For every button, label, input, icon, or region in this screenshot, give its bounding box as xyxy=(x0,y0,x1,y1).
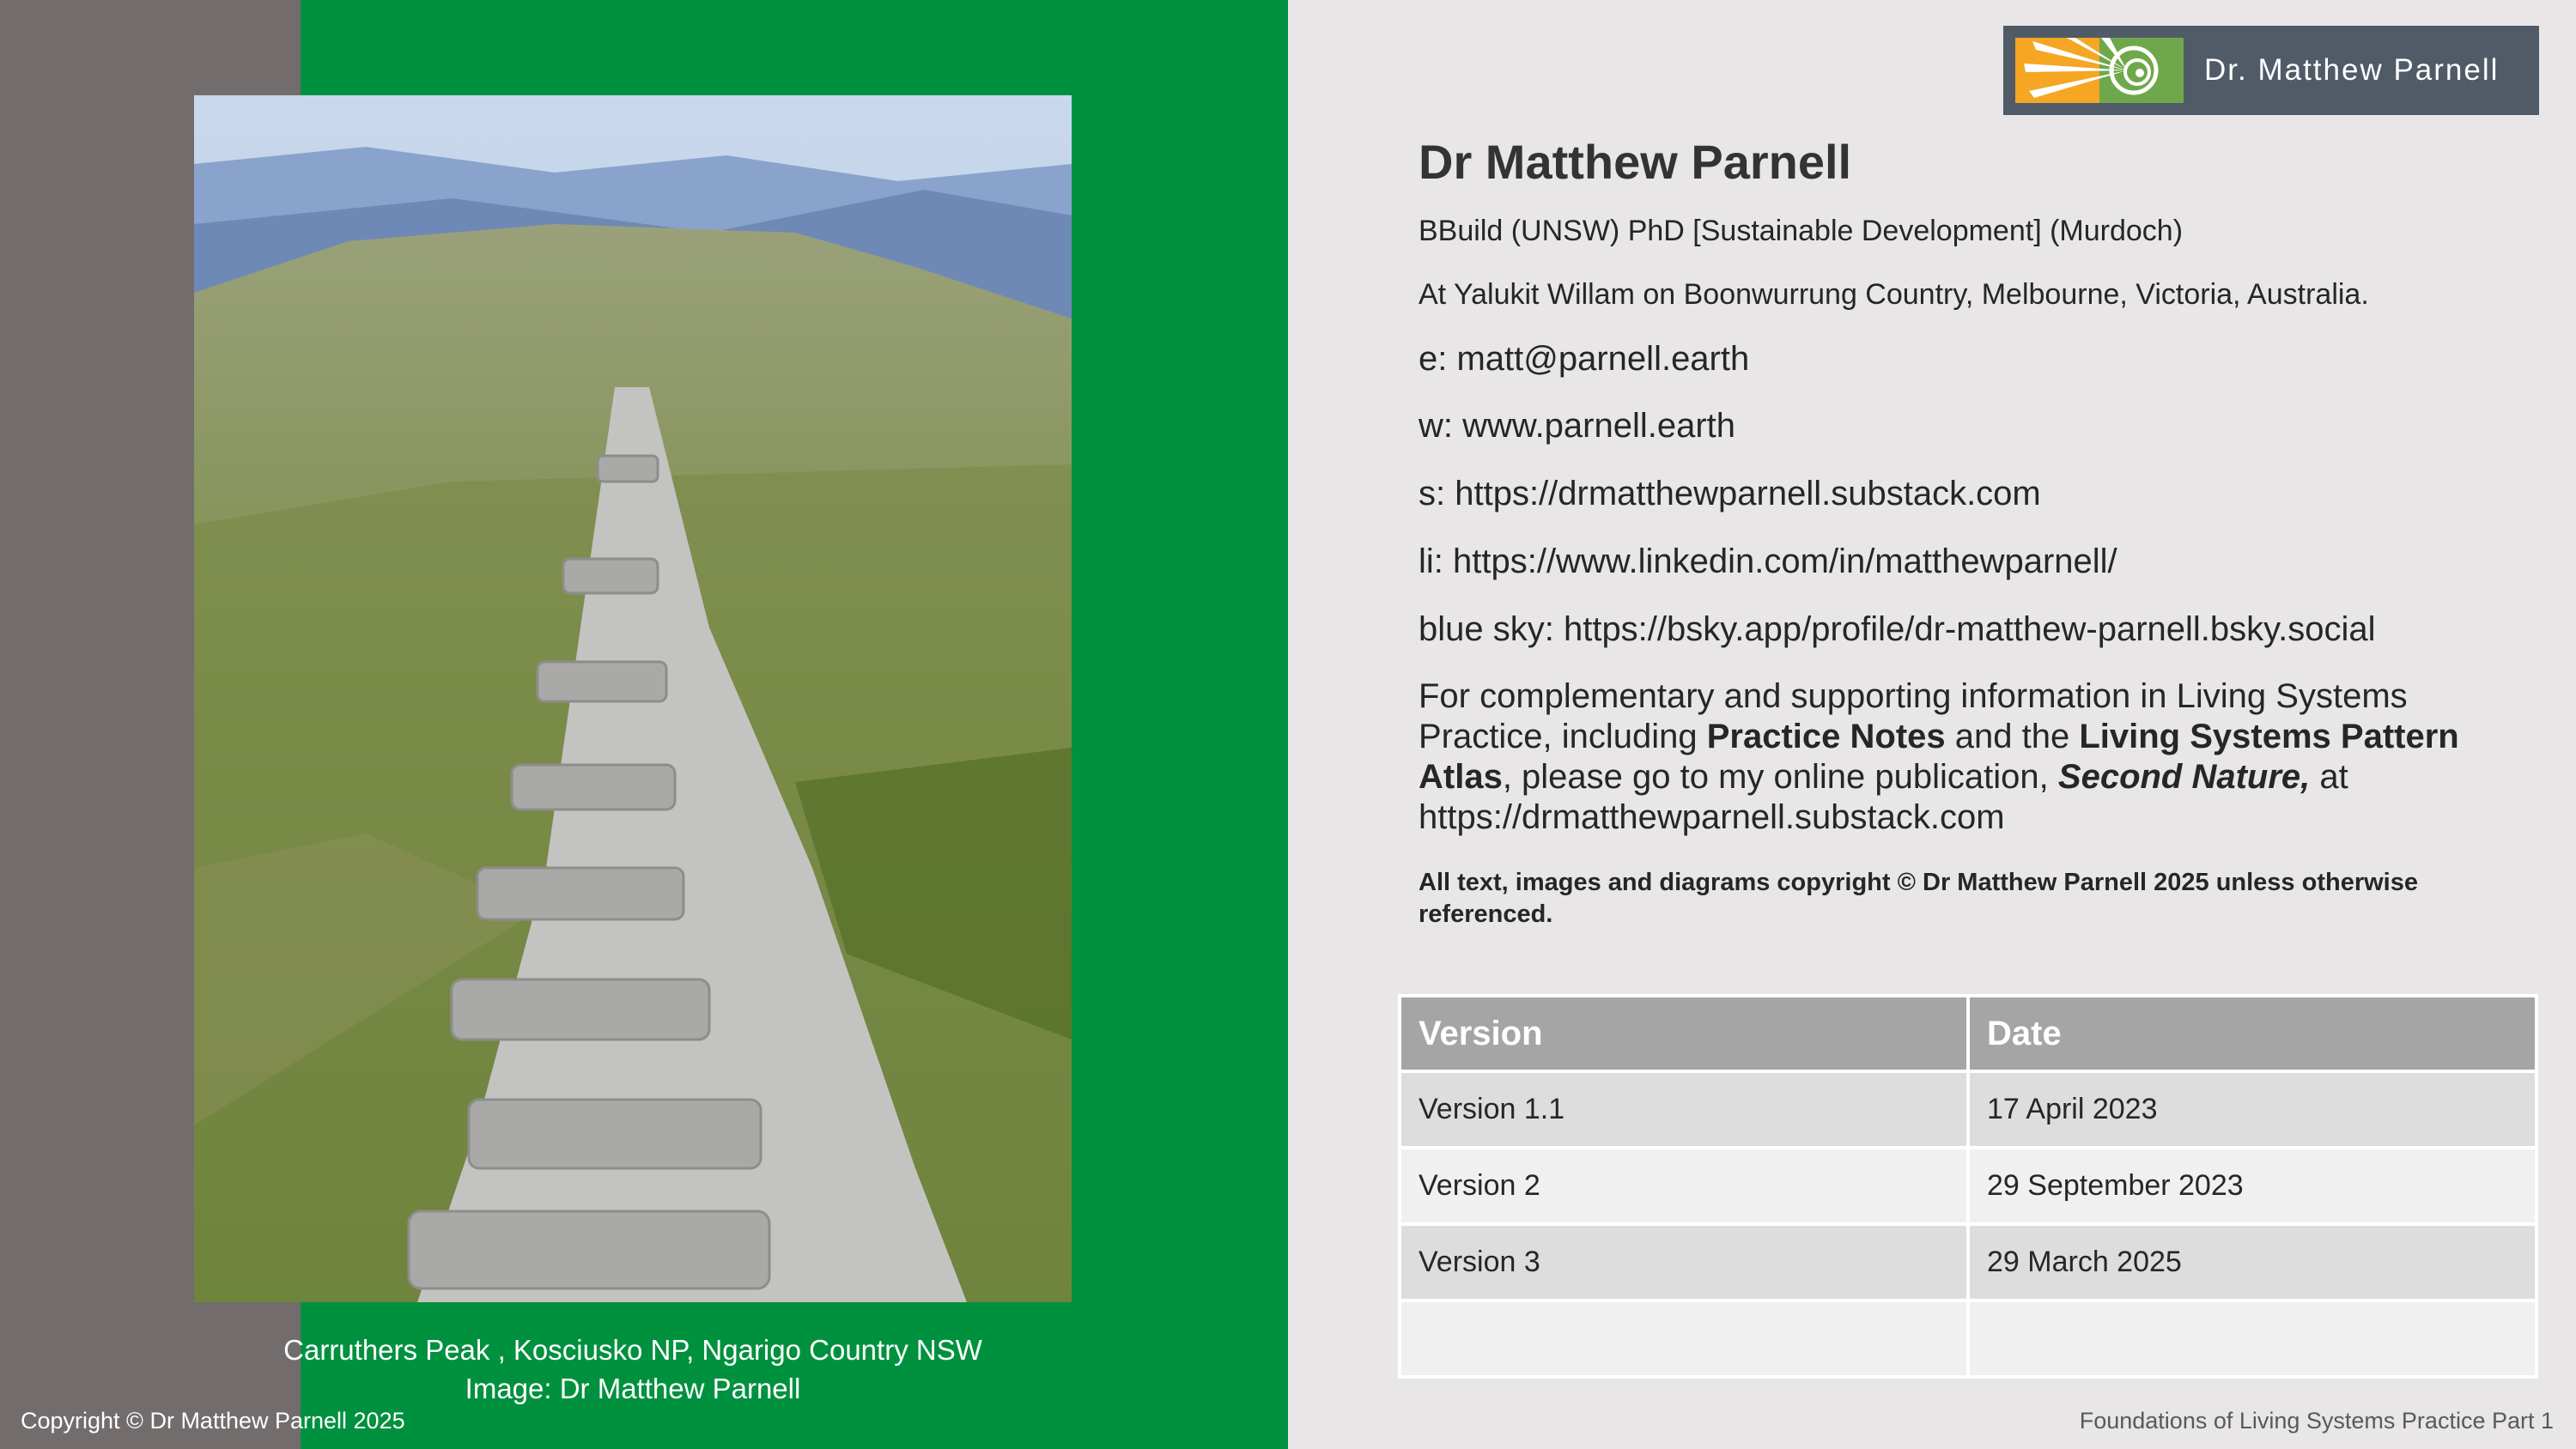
header-date: Date xyxy=(1968,996,2537,1071)
header-version: Version xyxy=(1400,996,1968,1071)
logo-text: Dr. Matthew Parnell xyxy=(2204,53,2500,87)
info-paragraph xyxy=(1419,676,2483,838)
version-cell: Version 3 xyxy=(1400,1224,1968,1300)
caption-credit: Image: Dr Matthew Parnell xyxy=(465,1373,801,1404)
substack-link[interactable]: s: https://drmatthewparnell.substack.com xyxy=(1419,475,2041,512)
version-cell: Version 2 xyxy=(1400,1148,1968,1224)
email-link[interactable]: e: matt@parnell.earth xyxy=(1419,340,1750,378)
second-nature-text: Second Nature, xyxy=(2057,758,2311,796)
date-cell xyxy=(1968,1300,2537,1377)
location: At Yalukit Willam on Boonwurrung Country, Melbourne, Victoria, Australia. xyxy=(1419,278,2369,311)
logo-badge xyxy=(2003,26,2539,115)
table-row xyxy=(1400,1071,2537,1148)
table-row xyxy=(1400,1300,2537,1377)
date-cell: 29 September 2023 xyxy=(1968,1148,2537,1224)
qualifications: BBuild (UNSW) PhD [Sustainable Development] (Murdoch) xyxy=(1419,215,2184,247)
linkedin-link[interactable]: li: https://www.linkedin.com/in/matthewparnell/ xyxy=(1419,543,2117,580)
date-cell: 17 April 2023 xyxy=(1968,1071,2537,1148)
bluesky-link[interactable]: blue sky: https://bsky.app/profile/dr-matthew-parnell.bsky.social xyxy=(1419,610,2376,648)
info-text-1: For complementary and supporting information in Living Systems Practice, including xyxy=(1419,677,2408,755)
sunburst-logo-icon xyxy=(2015,38,2184,103)
caption-location: Carruthers Peak , Kosciusko NP, Ngarigo Country NSW xyxy=(283,1334,982,1366)
practice-notes-text: Practice Notes xyxy=(1706,718,1946,755)
profile-name: Dr Matthew Parnell xyxy=(1419,135,1852,189)
info-text-4: at https://drmatthewparnell.substack.com xyxy=(1419,758,2348,836)
version-cell xyxy=(1400,1300,1968,1377)
info-text-2: and the xyxy=(1945,718,2080,755)
version-table xyxy=(1398,994,2538,1379)
table-row xyxy=(1400,1148,2537,1224)
copyright-left: Copyright © Dr Matthew Parnell 2025 xyxy=(21,1408,405,1434)
table-row xyxy=(1400,1224,2537,1300)
pattern-atlas-text: Living Systems Pattern Atlas xyxy=(1419,718,2459,796)
date-cell: 29 March 2025 xyxy=(1968,1224,2537,1300)
rights-notice: All text, images and diagrams copyright © Dr Matthew Parnell 2025 unless otherwise referenced. xyxy=(1419,869,2418,928)
mountain-path-photo xyxy=(194,95,1072,1302)
info-text-3: , please go to my online publication, xyxy=(1502,758,2058,796)
footer-title: Foundations of Living Systems Practice Part 1 xyxy=(2079,1408,2554,1434)
version-cell: Version 1.1 xyxy=(1400,1071,1968,1148)
website-link[interactable]: w: www.parnell.earth xyxy=(1419,407,1736,445)
photo-caption xyxy=(194,1331,1072,1408)
